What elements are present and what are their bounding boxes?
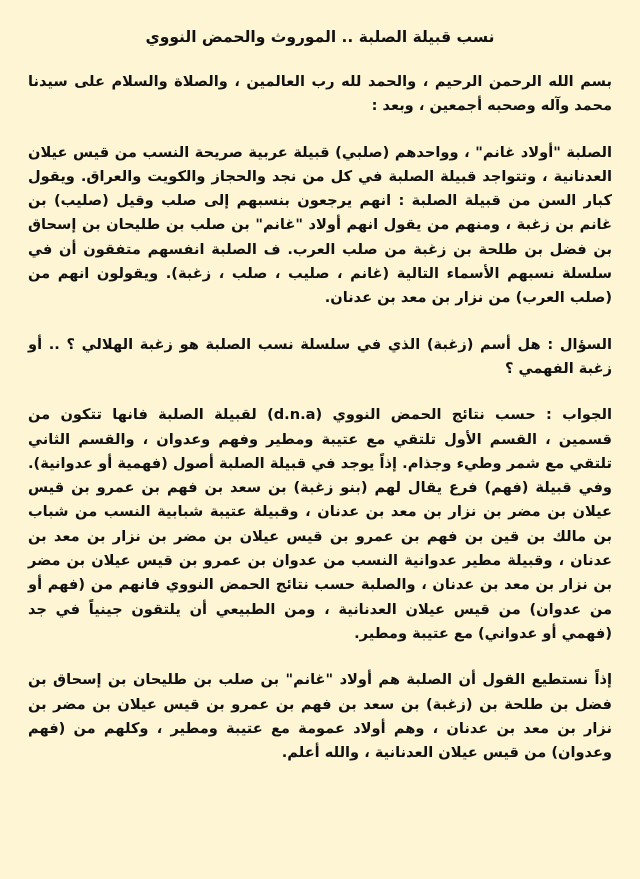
paragraph-conclusion: إذاً نستطيع القول أن الصلبة هم أولاد "غانم" بن صلب بن طليحان بن إسحاق بن فضل بن طلحة بن (زغبة) بن سعد بن فهم بن عمرو بن قيس عيلان بن مضر بن نزار بن معد بن عدنان ، وهم أولاد عمومة مع عتيبة ومطير ، وكلهم من (فهم وعدوان) من قيس عيلان العدنانية ، والله أعلم. [28,671,612,762]
paragraph-opening: بسم الله الرحمن الرحيم ، والحمد لله رب العالمين ، والصلاة والسلام على سيدنا محمد وآله وصحبه أجمعين ، وبعد : [28,73,612,115]
paragraph-question: السؤال : هل أسم (زغبة) الذي في سلسلة نسب الصلبة هو زغبة الهلالي ؟ .. أو زغبة الفهمي ؟ [28,335,612,377]
document-title: نسب قبيلة الصلبة .. الموروث والحمض النووي [145,28,495,46]
paragraph-answer: الجواب : حسب نتائج الحمض النووي (d.n.a) لقبيلة الصلبة فانها تتكون من قسمين ، القسم الأول تلتقي مع عتيبة ومطير وفهم وعدوان ، والقسم الثاني تلتقي مع شمر وطيء وجذام. إذاً يوجد في قبيلة الصلبة أصول (فهمية أو عدوانية). وفي قبيلة (فهم) فرع يقال لهم (بنو زغبة) بن سعد بن فهم بن عمرو بن قيس عيلان بن مضر بن نزار بن معد بن عدنان ، وقبيلة عتيبة شبابية النسب من شباب بن مالك بن قين بن فهم بن عمرو بن قيس عيلان بن مضر بن نزار بن معد بن عدنان ، وقبيلة مطير عدوانية النسب من عدوان بن عمرو بن قيس عيلان بن مضر بن نزار بن معد بن عدنان ، والصلبة حسب نتائج الحمض النووي فانهم من (فهم أو من عدوان) من قيس عيلان العدنانية ، ومن الطبيعي أن يلتقون جينياً في جد (فهمي أو عدواني) مع عتيبة ومطير. [28,406,612,642]
paragraph-introduction: الصلبة "أولاد غانم" ، وواحدهم (صلبي) قبيلة عربية صريحة النسب من قيس عيلان العدنانية ، وتتواجد قبيلة الصلبة في كل من نجد والحجاز والكويت والعراق. ويقول كبار السن من قبيلة الصلبة : انهم يرجعون بنسبهم إلى صلب وقيل (صليب) بن غانم بن زغبة ، ومنهم من يقول انهم أولاد "غانم" بن صلب بن طليحان بن إسحاق بن فضل بن طلحة بن زغبة من صلب العرب. ف الصلبة انفسهم متفقون أن في سلسلة نسبهم الأسماء التالية (غانم ، صليب ، صلب ، زغبة). ويقولون انهم من (صلب العرب) من نزار بن معد بن عدنان. [28,143,612,307]
